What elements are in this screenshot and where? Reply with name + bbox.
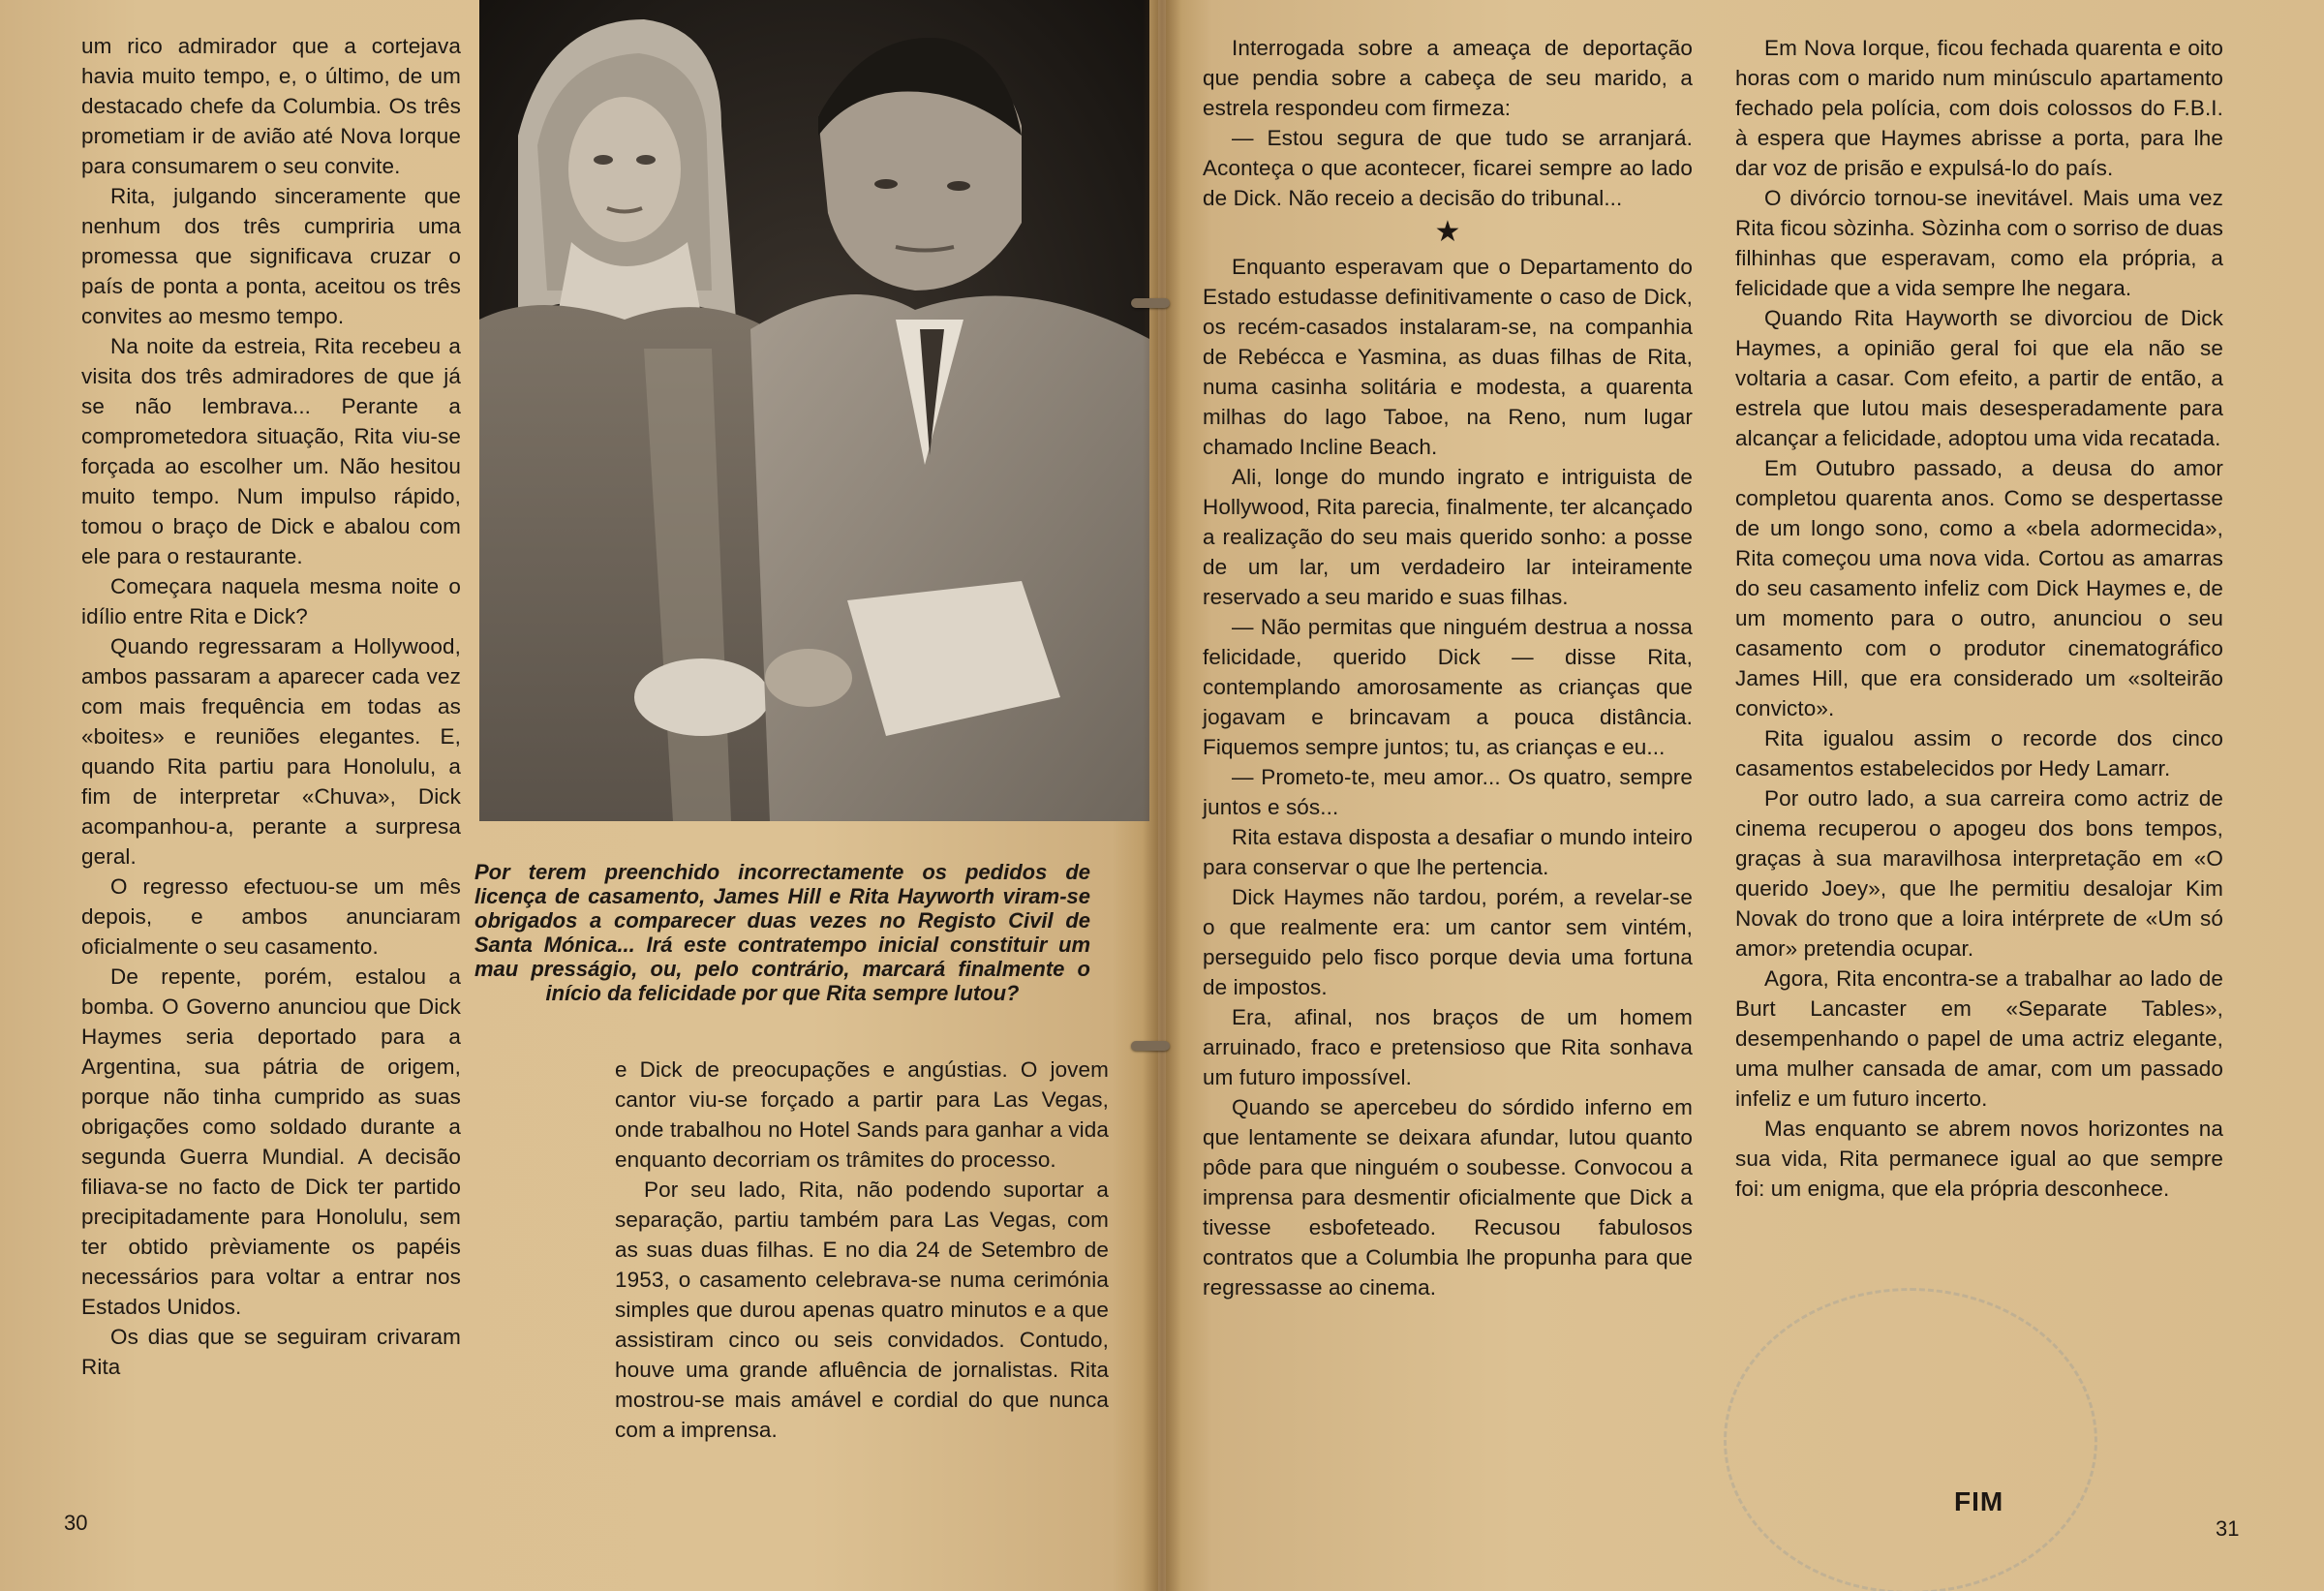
faded-stamp — [1724, 1288, 2097, 1591]
paragraph: — Não permitas que ninguém destrua a nossa felicidade, querido Dick — disse Rita, contemplando amorosamente as crianças que jogavam e brincavam a pouca distância. Fiquemos sempre juntos; tu, as crianças e eu... — [1203, 615, 1693, 759]
paragraph: e Dick de preocupações e angústias. O jovem cantor viu-se forçado a partir para Las Vegas, onde trabalhou no Hotel Sands para ganhar a vida enquanto decorriam os trâmites do processo. — [615, 1057, 1109, 1172]
staple-bottom — [1131, 1041, 1170, 1051]
photo-rita-hayworth-james-hill — [479, 0, 1149, 821]
paragraph: Enquanto esperavam que o Departamento do Estado estudasse definitivamente o caso de Dick, os recém-casados instalaram-se, na companhia de Rebécca e Yasmina, as duas filhas de Rita, numa casinha solitária e modesta, a quarenta milhas do lago Taboe, na Reno, num lugar chamado Incline Beach. — [1203, 255, 1693, 459]
paragraph: Quando se apercebeu do sórdido inferno em que lentamente se deixara afundar, lutou quanto pôde para que ninguém o soubesse. Convocou a imprensa para desmentir oficialmente que Dick a tivesse esbofeteado. Recusou fabulosos contratos que a Columbia lhe propunha para que regressasse ao cinema. — [1203, 1095, 1693, 1300]
binding-gutter — [1143, 0, 1181, 1591]
paragraph: Em Outubro passado, a deusa do amor completou quarenta anos. Como se despertasse de um longo sono, como a «bela adormecida», Rita começou uma nova vida. Cortou as amarras do seu casamento infeliz com Dick Haymes e, de um momento para o outro, anunciou o seu casamento com o produtor cinematográfico James Hill, que era considerado um «solteirão convicto». — [1735, 456, 2223, 720]
page-number-right: 31 — [2216, 1516, 2240, 1541]
paragraph: Rita, julgando sinceramente que nenhum dos três cumpriria uma promessa que significava cruzar o país de ponta a ponta, aceitou os três convites ao mesmo tempo. — [81, 184, 461, 328]
right-column-1 — [1203, 33, 1693, 1302]
paragraph: O regresso efectuou-se um mês depois, e ambos anunciaram oficialmente o seu casamento. — [81, 874, 461, 959]
page-number-left: 30 — [64, 1511, 88, 1535]
paragraph: O divórcio tornou-se inevitável. Mais uma vez Rita ficou sòzinha. Sòzinha com o sorriso de duas filhinhas que esperavam, como ela própria, a felicidade que a vida sempre lhe negara. — [1735, 186, 2223, 300]
paragraph: Ali, longe do mundo ingrato e intriguista de Hollywood, Rita parecia, finalmente, ter alcançado a realização do seu mais querido sonho: a posse de um lar, um verdadeiro lar inteiramente reservado a seu marido e suas filhas. — [1203, 465, 1693, 609]
paragraph: Em Nova Iorque, ficou fechada quarenta e oito horas com o marido num minúsculo apartamento fechado pela polícia, com dois colossos do F.B.I. à espera que Haymes abrisse a porta, para lhe dar voz de prisão e expulsá-lo do país. — [1735, 36, 2223, 180]
photo-caption: Por terem preenchido incorrectamente os pedidos de licença de casamento, James Hill e Rita Hayworth viram-se obrigados a comparecer duas vezes no Registo Civil de Santa Mónica... Irá este contratempo inicial constituir um mau presságio, ou, pelo contrário, marcará finalmente o início da felicidade por que Rita sempre lutou? — [474, 860, 1090, 1005]
paragraph: — Estou segura de que tudo se arranjará. Aconteça o que acontecer, ficarei sempre ao lado de Dick. Não receio a decisão do tribunal... — [1203, 126, 1693, 210]
paragraph: Dick Haymes não tardou, porém, a revelar-se o que realmente era: um cantor sem vintém, perseguido pelo fisco porque devia uma fortuna de impostos. — [1203, 885, 1693, 999]
end-mark-fim: FIM — [1954, 1486, 2004, 1516]
paragraph: Rita igualou assim o recorde dos cinco casamentos estabelecidos por Hedy Lamarr. — [1735, 726, 2223, 780]
separator-star: ★ — [1434, 216, 1461, 248]
paragraph: Era, afinal, nos braços de um homem arruinado, fraco e pretensioso que Rita sonhava um futuro impossível. — [1203, 1005, 1693, 1089]
left-column-1 — [81, 31, 461, 1382]
paragraph: — Prometo-te, meu amor... Os quatro, sempre juntos e sós... — [1203, 765, 1693, 819]
right-column-1-top — [1203, 33, 1693, 213]
paragraph: um rico admirador que a cortejava havia muito tempo, e, o último, de um destacado chefe da Columbia. Os três prometiam ir de avião até Nova Iorque para consumarem o seu convite. — [81, 34, 461, 178]
right-column-2 — [1735, 33, 2223, 1204]
paragraph: Na noite da estreia, Rita recebeu a visita dos três admiradores de que já se não lembrava... Perante a comprometedora situação, Rita viu-se forçada ao escolher um. Não hesitou muito tempo. Num impulso rápido, tomou o braço de Dick e abalou com ele para o restaurante. — [81, 334, 461, 568]
paragraph: Rita estava disposta a desafiar o mundo inteiro para conservar o que lhe pertencia. — [1203, 825, 1693, 879]
paragraph: Interrogada sobre a ameaça de deportação que pendia sobre a cabeça de seu marido, a estrela respondeu com firmeza: — [1203, 36, 1693, 120]
left-column-2 — [615, 1055, 1109, 1445]
paragraph: Quando Rita Hayworth se divorciou de Dick Haymes, a opinião geral foi que ela não se voltaria a casar. Com efeito, a partir de então, a estrela que lutou mais desesperadamente para alcançar a felicidade, adoptou uma vida recatada. — [1735, 306, 2223, 450]
paragraph: Quando regressaram a Hollywood, ambos passaram a aparecer cada vez com mais frequência em todas as «boites» e reuniões elegantes. E, quando Rita partiu para Honolulu, a fim de interpretar «Chuva», Dick acompanhou-a, perante a surpresa geral. — [81, 634, 461, 869]
left-page — [0, 0, 1158, 1591]
photo-image — [479, 0, 1149, 821]
paragraph: Começara naquela mesma noite o idílio entre Rita e Dick? — [81, 574, 461, 628]
paragraph: Por outro lado, a sua carreira como actriz de cinema recuperou o apogeu dos bons tempos, graças à sua maravilhosa interpretação em «O querido Joey», que lhe permitiu desalojar Kim Novak do trono que a loira intérprete de «Um só amor» pretendia ocupar. — [1735, 786, 2223, 961]
staple-top — [1131, 298, 1170, 308]
paragraph: Mas enquanto se abrem novos horizontes na sua vida, Rita permanece igual ao que sempre foi: um enigma, que ela própria desconhece. — [1735, 1117, 2223, 1201]
right-page — [1166, 0, 2324, 1591]
paragraph: Os dias que se seguiram crivaram Rita — [81, 1325, 461, 1379]
paragraph: Por seu lado, Rita, não podendo suportar a separação, partiu também para Las Vegas, com as suas duas filhas. E no dia 24 de Setembro de 1953, o casamento celebrava-se numa cerimónia simples que durou apenas quatro minutos e a que assistiram cinco ou seis convidados. Contudo, houve uma grande afluência de jornalistas. Rita mostrou-se mais amável e cordial do que nunca com a imprensa. — [615, 1178, 1109, 1442]
right-column-1-bottom — [1203, 252, 1693, 1302]
paragraph: De repente, porém, estalou a bomba. O Governo anunciou que Dick Haymes seria deportado para a Argentina, sua pátria de origem, porque não tinha cumprido as suas obrigações como soldado durante a segunda Guerra Mundial. A decisão filiava-se no facto de Dick ter partido precipitadamente para Honolulu, sem ter obtido prèviamente os papéis necessários para voltar a entrar nos Estados Unidos. — [81, 964, 461, 1319]
paragraph: Agora, Rita encontra-se a trabalhar ao lado de Burt Lancaster em «Separate Tables», desempenhando o papel de uma actriz elegante, uma mulher cansada de amar, com um passado infeliz e um futuro incerto. — [1735, 966, 2223, 1111]
